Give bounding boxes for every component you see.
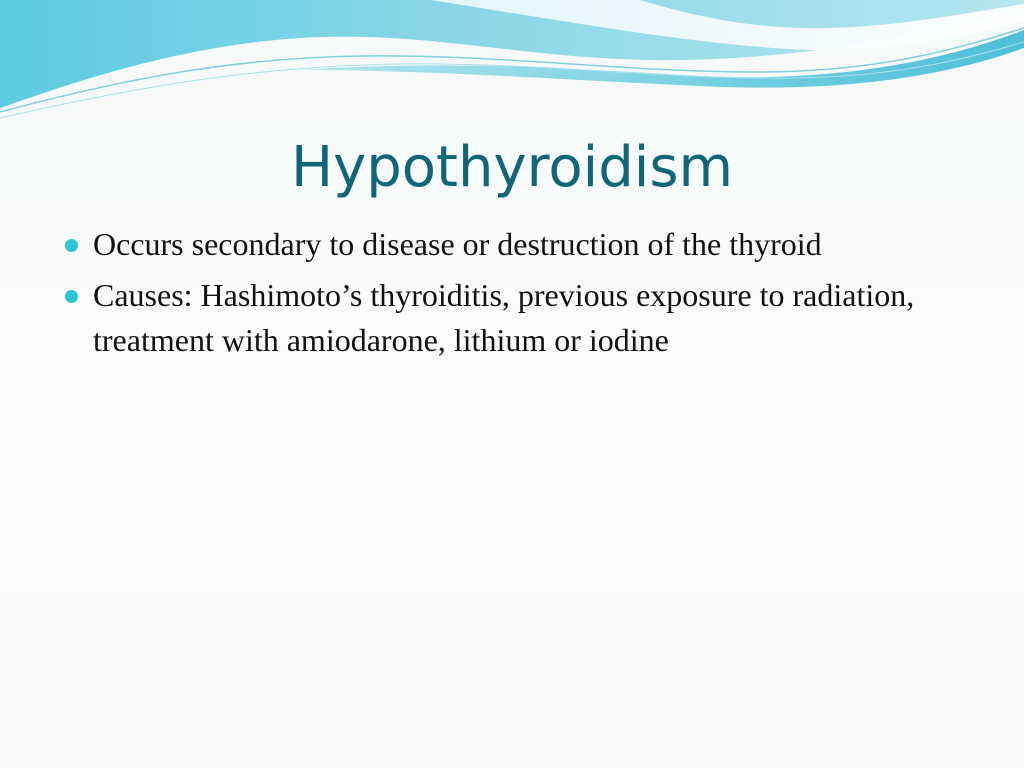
slide-title: Hypothyroidism [290,135,734,200]
bullet-item [60,273,960,363]
bullet-item [60,222,960,267]
bullet-marker-icon [65,239,78,252]
bullet-marker-icon [65,290,78,303]
wave-band-main [0,0,1024,108]
bullet-text: Occurs secondary to disease or destruction of the thyroid [93,226,822,262]
header-wave-decoration [0,0,1024,130]
bullet-text: Causes: Hashimoto’s thyroiditis, previous exposure to radiation, treatment with amiodarone, lithium or iodine [93,277,915,358]
bullet-list [60,222,960,369]
